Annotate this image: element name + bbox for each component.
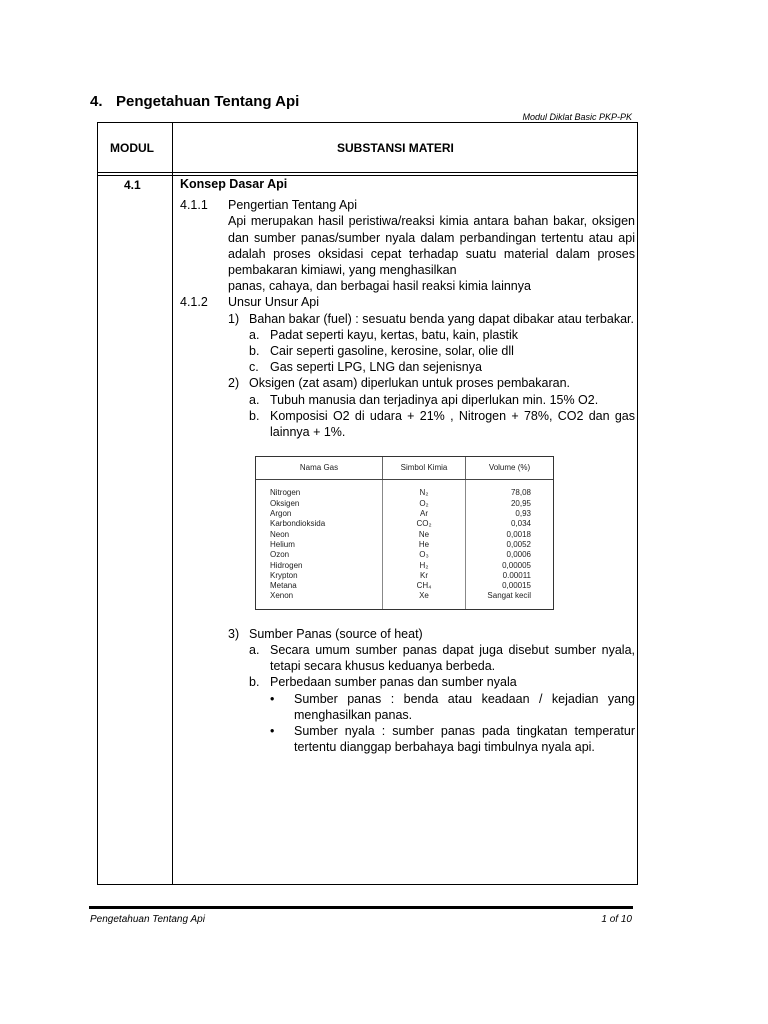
list-item xyxy=(249,674,635,690)
gas-symbol: He xyxy=(383,540,466,550)
list-item xyxy=(249,343,635,359)
gas-volume: 0,034 xyxy=(510,519,531,529)
gas-row xyxy=(256,509,553,519)
subsection-412 xyxy=(180,294,635,310)
column-header-substansi: SUBSTANSI MATERI xyxy=(337,141,454,155)
bullet-item xyxy=(270,723,635,755)
bullet-text: Sumber nyala : sumber panas pada tingkatan temperatur tertentu dianggap berbahaya bagi timbulnya nyala api. xyxy=(294,723,635,755)
gas-row xyxy=(256,480,553,499)
bullet-text: Sumber panas : benda atau keadaan / kejadian yang menghasilkan panas. xyxy=(294,691,635,722)
gas-header-volume: Volume (%) xyxy=(466,457,554,480)
gas-row xyxy=(256,561,553,571)
gas-name: Nitrogen xyxy=(256,480,383,499)
list-letter: a. xyxy=(249,327,260,342)
bullet-icon: • xyxy=(270,691,275,706)
gas-volume: 20,95 xyxy=(510,498,531,508)
footer-rule xyxy=(89,906,633,909)
gas-name: Neon xyxy=(256,530,383,540)
gas-row xyxy=(256,530,553,540)
list-text: Gas seperti LPG, LNG dan sejenisnya xyxy=(270,360,482,375)
substansi-content xyxy=(180,176,635,755)
list-text: Tubuh manusia dan terjadinya api diperlukan min. 15% O2. xyxy=(270,392,599,407)
gas-row xyxy=(256,581,553,591)
list-item-heat xyxy=(228,626,635,642)
gas-name: Krypton xyxy=(256,571,383,581)
list-text: Cair seperti gasoline, kerosine, solar, olie dll xyxy=(270,344,514,359)
list-item-fuel xyxy=(228,311,635,327)
list-text: Oksigen (zat asam) diperlukan untuk proses pembakaran. xyxy=(249,376,570,391)
subsection-number: 4.1.2 xyxy=(180,295,208,310)
list-item xyxy=(249,408,635,440)
list-letter: c. xyxy=(249,360,259,375)
gas-row xyxy=(256,550,553,560)
chapter-title xyxy=(90,93,299,110)
gas-symbol: Ar xyxy=(383,509,466,519)
column-header-modul: MODUL xyxy=(110,141,154,155)
list-number: 3) xyxy=(228,626,240,641)
gas-symbol: Ne xyxy=(383,530,466,540)
gas-row xyxy=(256,571,553,581)
subsection-411 xyxy=(180,197,635,213)
gas-name: Helium xyxy=(256,540,383,550)
gas-row xyxy=(256,519,553,529)
gas-name: Ozon xyxy=(256,550,383,560)
definition-paragraph-end: panas, cahaya, dan berbagai hasil reaksi kimia lainnya xyxy=(228,279,531,294)
gas-table-body xyxy=(256,480,553,609)
module-header: Modul Diklat Basic PKP-PK xyxy=(522,112,632,122)
gas-name: Karbondioksida xyxy=(256,519,383,529)
gas-symbol: H₂ xyxy=(383,561,466,571)
gas-volume: 0,0006 xyxy=(506,550,531,560)
footer-title: Pengetahuan Tentang Api xyxy=(90,914,205,925)
list-letter: b. xyxy=(249,408,260,423)
gas-volume: 0.00011 xyxy=(502,570,531,580)
definition-paragraph: Api merupakan hasil peristiwa/reaksi kimia antara bahan bakar, oksigen dan sumber panas/sumber nyala dalam perbandingan tertentu atau api adalah proses oksidasi cepat terhadap suatu material dalam proses pembakaran kimiawi, yang menghasilkan xyxy=(228,214,635,278)
content-table xyxy=(97,122,638,885)
column-divider xyxy=(172,123,173,884)
gas-name: Metana xyxy=(256,581,383,591)
gas-symbol: CH₄ xyxy=(383,581,466,591)
list-text: Bahan bakar (fuel) : sesuatu benda yang dapat dibakar atau terbakar. xyxy=(249,311,634,326)
gas-symbol: Xe xyxy=(383,591,466,608)
subsection-title: Unsur Unsur Api xyxy=(228,295,320,310)
list-number: 1) xyxy=(228,311,240,326)
gas-symbol: O₃ xyxy=(383,550,466,560)
gas-row xyxy=(256,499,553,509)
gas-name: Xenon xyxy=(256,591,383,608)
modul-number: 4.1 xyxy=(124,178,141,192)
gas-volume: 0,00005 xyxy=(502,560,531,570)
list-text: Perbedaan sumber panas dan sumber nyala xyxy=(270,675,517,690)
list-letter: a. xyxy=(249,642,260,657)
gas-volume: 78,08 xyxy=(510,488,531,498)
page-number: 1 of 10 xyxy=(601,914,632,925)
list-item xyxy=(249,359,635,375)
chapter-title-text: Pengetahuan Tentang Api xyxy=(116,93,300,110)
gas-name: Oksigen xyxy=(256,499,383,509)
gas-symbol: O₂ xyxy=(383,499,466,509)
list-text: Padat seperti kayu, kertas, batu, kain, plastik xyxy=(270,327,519,342)
gas-volume: 0,93 xyxy=(515,509,531,519)
bullet-item xyxy=(270,691,635,723)
gas-volume: 0,00015 xyxy=(502,581,531,591)
list-item-oxygen xyxy=(228,375,635,391)
gas-header-symbol: Simbol Kimia xyxy=(383,457,466,480)
gas-volume: 0,0052 xyxy=(506,539,531,549)
list-text: Secara umum sumber panas dapat juga disebut sumber nyala, tetapi secara khusus keduanya berbeda. xyxy=(270,642,635,674)
gas-symbol: CO₂ xyxy=(383,519,466,529)
gas-header-name: Nama Gas xyxy=(256,457,383,480)
list-text: Komposisi O2 di udara + 21% , Nitrogen + 78%, CO2 dan gas lainnya + 1%. xyxy=(270,408,635,440)
gas-volume: 0,0018 xyxy=(506,529,531,539)
gas-volume: Sangat kecil xyxy=(487,591,531,601)
chapter-number: 4. xyxy=(90,93,103,110)
list-number: 2) xyxy=(228,376,240,391)
gas-name: Argon xyxy=(256,509,383,519)
list-text: Sumber Panas (source of heat) xyxy=(249,626,423,641)
list-letter: a. xyxy=(249,392,260,407)
subsection-title: Pengertian Tentang Api xyxy=(228,198,358,213)
gas-name: Hidrogen xyxy=(256,561,383,571)
gas-symbol: Kr xyxy=(383,571,466,581)
subsection-number: 4.1.1 xyxy=(180,198,208,213)
gas-row xyxy=(256,540,553,550)
section-title: Konsep Dasar Api xyxy=(180,177,288,191)
gas-composition-table xyxy=(255,456,554,609)
list-item xyxy=(249,392,635,408)
gas-symbol: N₂ xyxy=(383,480,466,499)
list-item xyxy=(249,327,635,343)
header-divider xyxy=(98,172,637,173)
bullet-icon: • xyxy=(270,723,275,738)
list-letter: b. xyxy=(249,675,260,690)
list-item xyxy=(249,642,635,674)
gas-row xyxy=(256,591,553,608)
list-letter: b. xyxy=(249,344,260,359)
